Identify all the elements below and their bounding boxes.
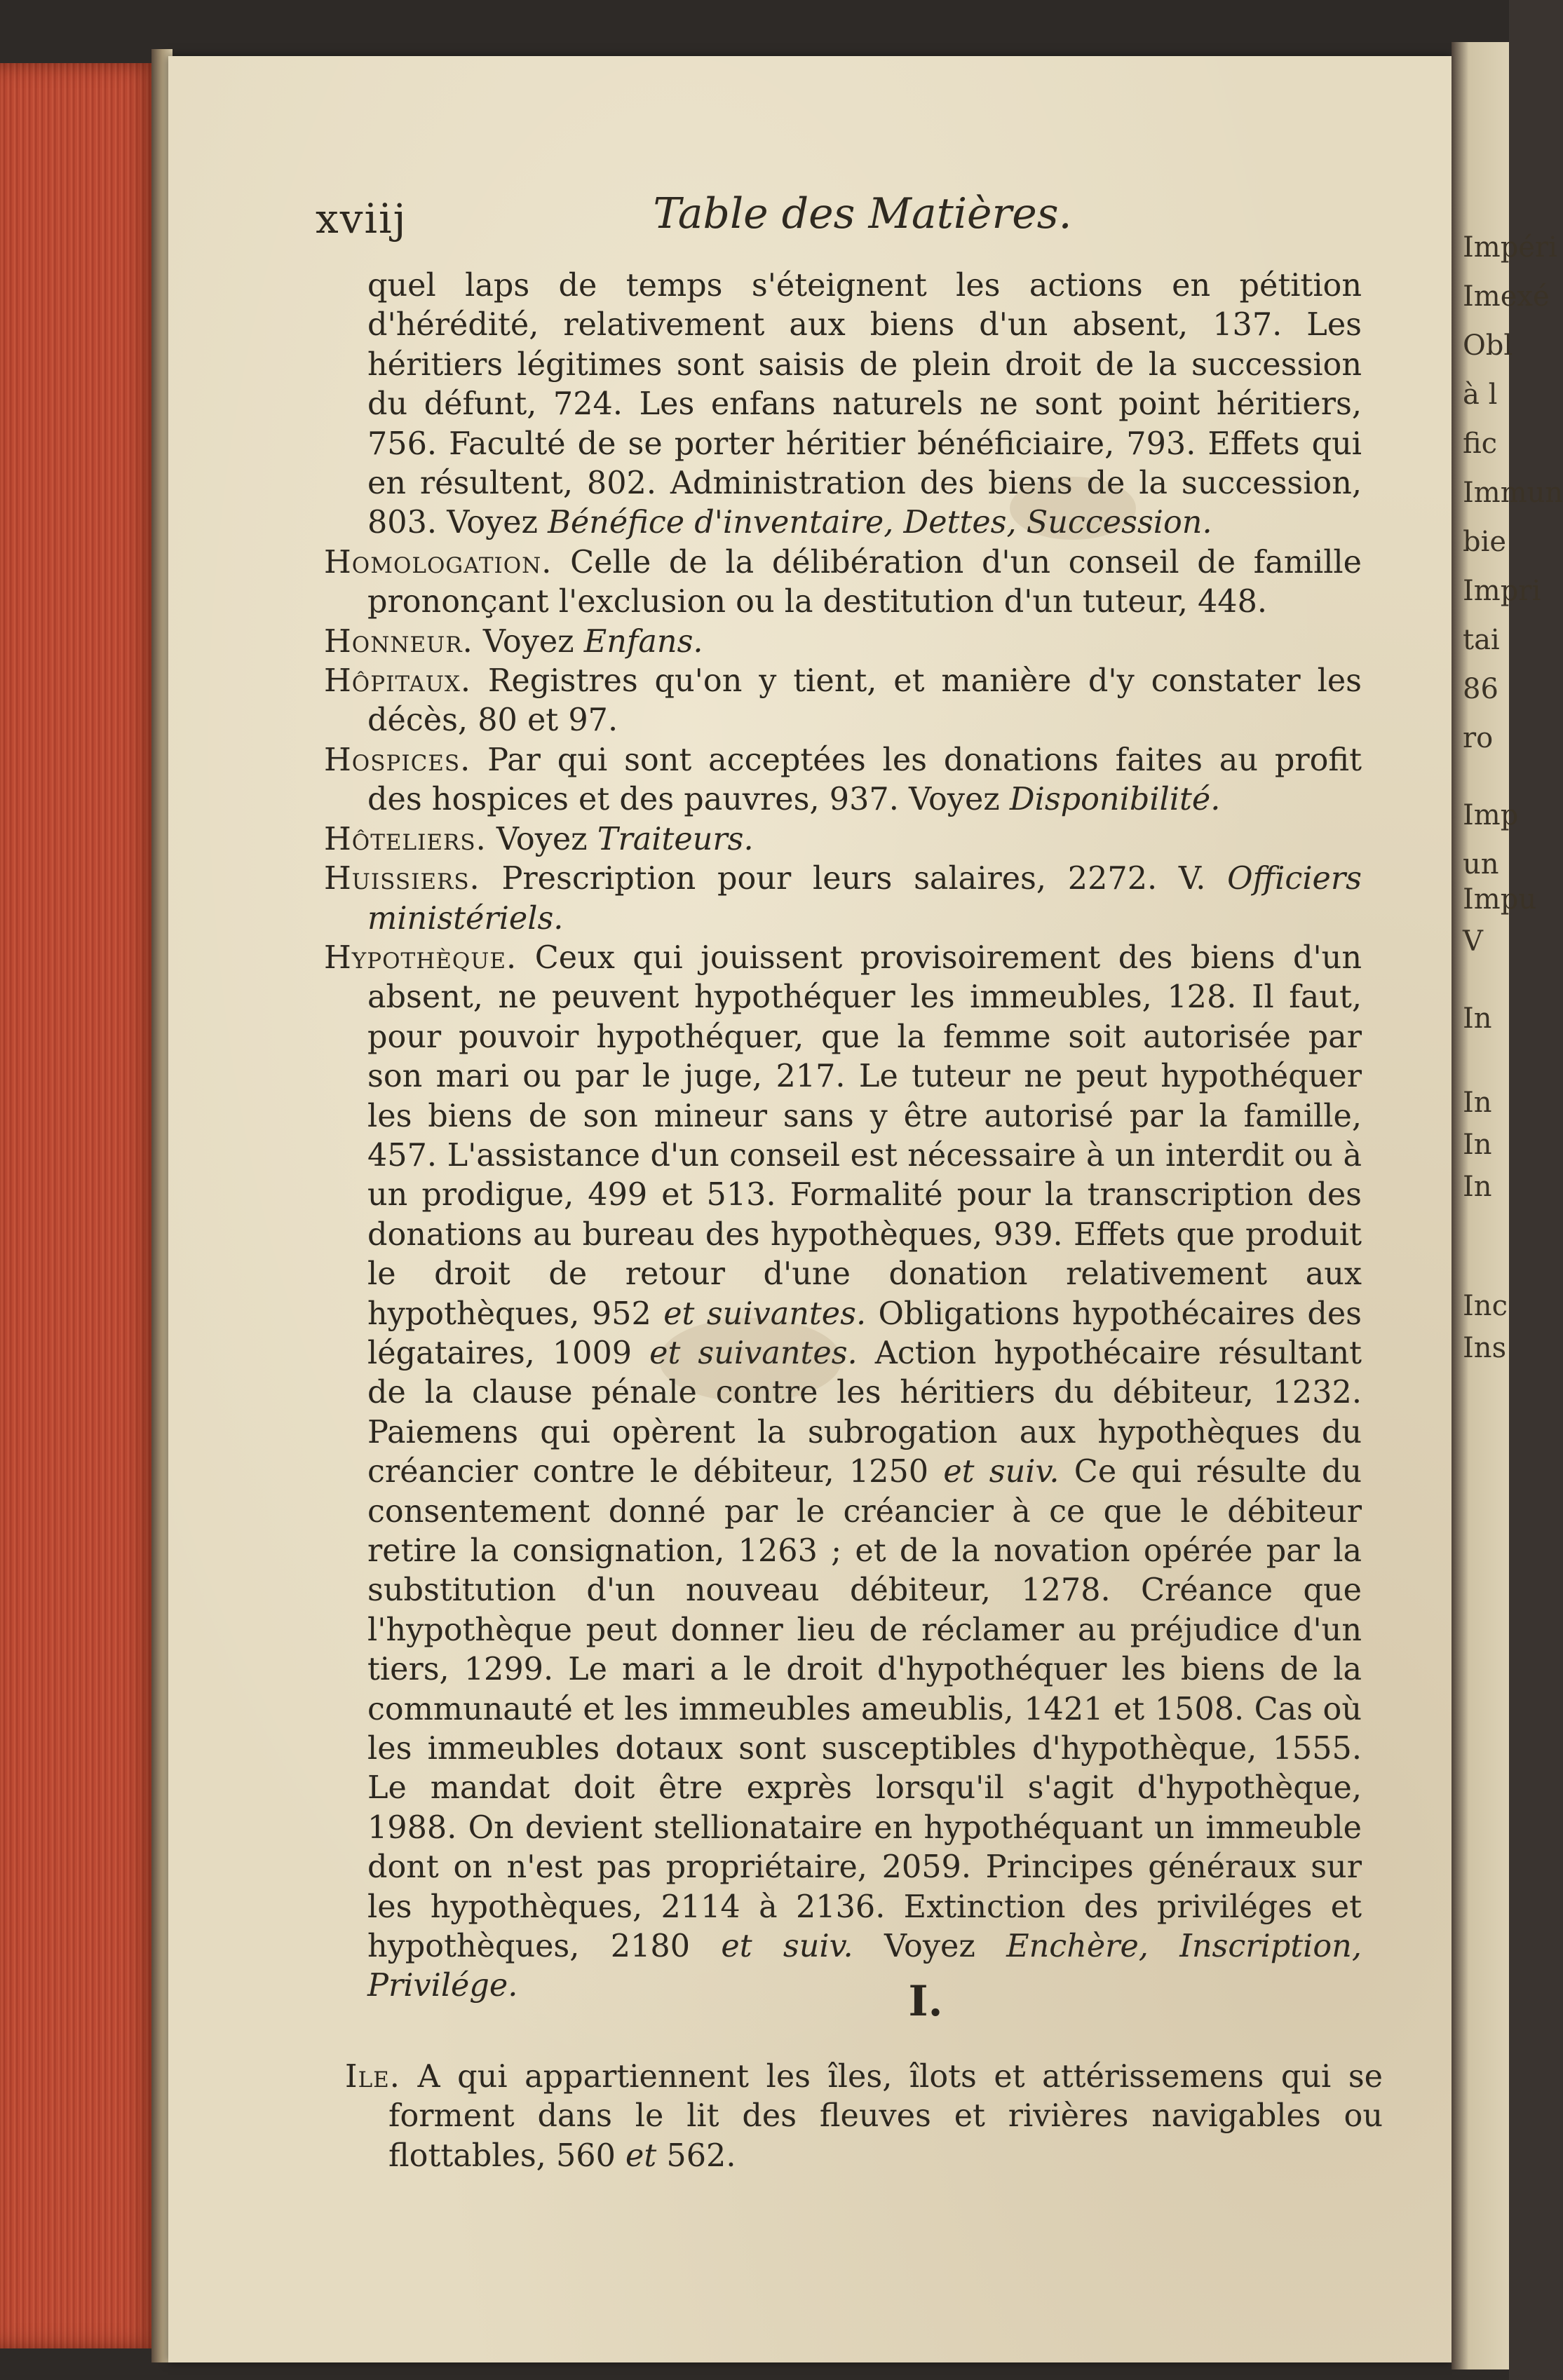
entry-see-also: Traiteurs.: [597, 821, 754, 857]
index-entries-h: [324, 266, 1362, 2006]
facing-page-fragment: fic: [1463, 428, 1498, 460]
entry-headword: Homologation.: [324, 544, 553, 580]
facing-page-fragment: Immun: [1463, 477, 1563, 509]
facing-page-fragment: Impéri: [1463, 231, 1557, 264]
entry-text: Registres qu'on y tient, et manière d'y constater les décès, 80 et 97.: [367, 663, 1362, 739]
entry-headword: Huissiers.: [324, 861, 480, 897]
facing-page-fragment: tai: [1463, 624, 1500, 656]
entry-italic: et: [625, 2137, 657, 2174]
entry-headword: Ile.: [345, 2059, 400, 2095]
index-entry: [324, 820, 1362, 859]
entry-text: A qui appartiennent les îles, îlots et attérissemens qui se forment dans le lit des fleuves et rivières navigables ou flottables, 560: [388, 2059, 1383, 2174]
entry-see-also: Enchère, Inscription, Privilége.: [367, 1929, 1362, 2004]
index-entry: [324, 662, 1362, 741]
entry-text: Prescription pour leurs salaires, 2272. V.: [480, 861, 1228, 897]
facing-page-strip: [1452, 42, 1563, 2369]
entry-headword: Hospices.: [324, 742, 471, 778]
facing-page-fragment: In: [1463, 1129, 1492, 1161]
entry-italic: et suiv.: [721, 1929, 853, 1965]
index-entry: [345, 2058, 1383, 2176]
facing-page-fragment: In: [1463, 1087, 1492, 1119]
index-entry: [324, 859, 1362, 939]
facing-page-fragment: In: [1463, 1171, 1492, 1203]
facing-page-fragment: 86: [1463, 673, 1498, 705]
facing-page-fragment: Impu: [1463, 883, 1537, 916]
entry-italic: et suivantes.: [649, 1335, 858, 1371]
entry-see-also: Disponibilité.: [1009, 782, 1221, 818]
entry-text: Obligations hypothécaires des légataires, 1009: [367, 1296, 1362, 1371]
facing-page-fragment: Imp: [1463, 799, 1519, 831]
entry-text: quel laps de temps s'éteignent les actions en pétition d'hérédité, relativement aux biens d'un absent, 137. Les héritiers légitimes sont saisis de plein droit de la succession du défunt, 724. Les enfans naturels ne sont point héritiers, 756. Faculté de se porter héritier bénéficiaire, 793. Effets qui en résultent, 802. Administration des biens de la succession, 803. Voyez: [367, 268, 1362, 541]
entry-headword: Hôteliers.: [324, 821, 487, 857]
section-letter: I.: [908, 1977, 943, 2026]
entry-text: Action hypothécaire résultant de la clause pénale contre les héritiers du débiteur, 1232. Paiemens qui opèrent la subrogation aux hypothèques du créancier contre le débiteur, 1250: [367, 1335, 1362, 1490]
entry-italic: et suiv.: [943, 1454, 1060, 1490]
entry-text: Voyez: [853, 1929, 1007, 1965]
facing-page-fragment: Imexé: [1463, 280, 1550, 313]
entry-text: Par qui sont acceptées les donations faites au profit des hospices et des pauvres, 937. Voyez: [367, 742, 1362, 818]
entry-headword: Honneur.: [324, 623, 473, 660]
facing-page-fragment: un: [1463, 848, 1499, 880]
facing-page-fragment: Inc: [1463, 1290, 1508, 1322]
entry-headword: Hypothèque.: [324, 939, 517, 976]
facing-page-fragment: Impri: [1463, 575, 1541, 607]
entry-see-also: Bénéfice d'inventaire, Dettes, Succession.: [548, 505, 1212, 541]
entry-text: Voyez: [486, 821, 597, 857]
running-title: Table des Matières.: [653, 189, 1072, 238]
facing-page-fragment: Ins: [1463, 1332, 1507, 1364]
index-entry: [324, 543, 1362, 623]
index-entry-continuation: [324, 266, 1362, 543]
index-entry: [324, 939, 1362, 2006]
folio-number: xviij: [316, 195, 407, 243]
entry-see-also: Enfans.: [583, 623, 703, 660]
entry-see-also: Officiers ministériels.: [367, 861, 1362, 937]
entry-italic: et suivantes.: [663, 1296, 867, 1332]
page-header: [316, 189, 1409, 252]
index-entry: [324, 623, 1362, 662]
facing-page-fragment: In: [1463, 1002, 1492, 1035]
index-entries-i: [345, 2058, 1383, 2176]
entry-text: Ce qui résulte du consentement donné par le créancier à ce que le débiteur retire la consignation, 1263 ; et de la novation opérée par la substitution d'un nouveau débiteur, 1278. Créance que l'hypothèque peut donner lieu de réclamer au préjudice d'un tiers, 1299. Le mari a le droit d'hypothéquer les biens de la communauté et les immeubles ameublis, 1421 et 1508. Cas où les immeubles dotaux sont susceptibles d'hypothèque, 1555. Le mandat doit être exprès lorsqu'il s'agit d'hypothèque, 1988. On devient stellionataire en hypothéquant un immeuble dont on n'est pas propriétaire, 2059. Principes généraux sur les hypothèques, 2114 à 2136. Extinction des priviléges et hypothèques, 2180: [367, 1454, 1362, 1965]
entry-text: 562.: [656, 2137, 736, 2174]
red-page-edges: [0, 63, 160, 2348]
index-entry: [324, 741, 1362, 820]
facing-page-fragment: V: [1463, 925, 1483, 958]
entry-text: Celle de la délibération d'un conseil de famille prononçant l'exclusion ou la destitution d'un tuteur, 448.: [367, 544, 1362, 620]
facing-page-fragment: à l: [1463, 379, 1498, 411]
facing-page-fragment: ro: [1463, 722, 1494, 754]
entry-text: Ceux qui jouissent provisoirement des biens d'un absent, ne peuvent hypothéquer les immeubles, 128. Il faut, pour pouvoir hypothéquer, que la femme soit autorisée par son mari ou par le juge, 217. Le tuteur ne peut hypothéquer les biens de son mineur sans y être autorisé par la famille, 457. L'assistance d'un conseil est nécessaire à un interdit ou à un prodigue, 499 et 513. Formalité pour la transcription des donations au bureau des hypothèques, 939. Effets que produit le droit de retour d'une donation relativement aux hypothèques, 952: [367, 939, 1362, 1332]
entry-text: Voyez: [473, 623, 584, 660]
entry-headword: Hôpitaux.: [324, 663, 472, 700]
facing-page-fragment: bie: [1463, 526, 1507, 558]
book-page: [168, 56, 1452, 2362]
facing-page-fragment: Obl: [1463, 329, 1513, 362]
